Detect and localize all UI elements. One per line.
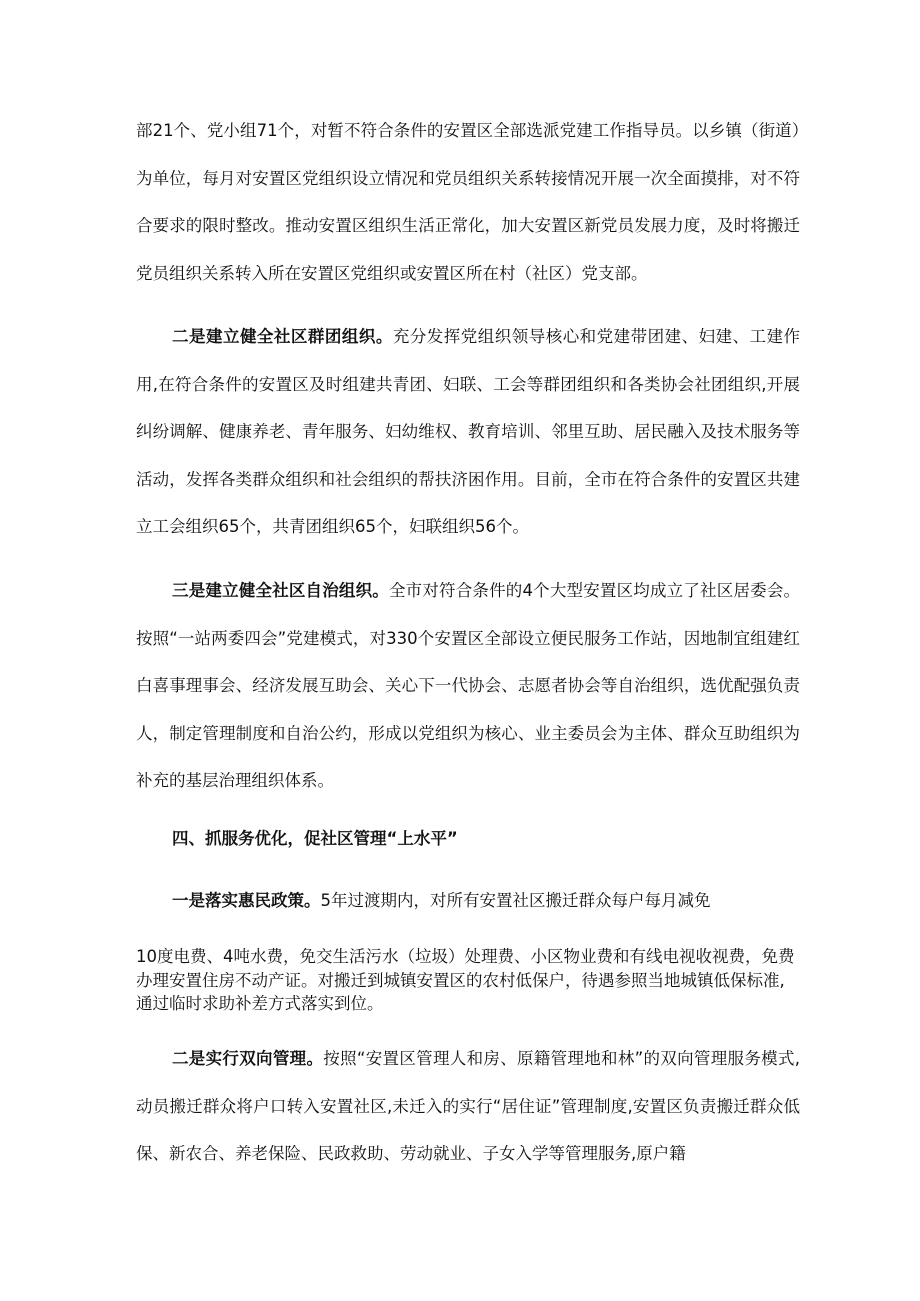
paragraph-text: 部21个、党小组71个，对暂不符合条件的安置区全部选派党建工作指导员。以乡镇（街道）为单位，每月对安置区党组织设立情况和党员组织关系转接情况开展一次全面摸排，对不符合要求的限时整改。推动安置区组织生活正常化，加大安置区新党员发展力度，及时将搬迁党员组织关系转入所在安置区党组织或安置区所在村（社区）党支部。 xyxy=(136,121,800,283)
paragraph-text: 5年过渡期内，对所有安置社区搬迁群众每户每月减免 xyxy=(320,891,711,910)
paragraph-lead: 一是落实惠民政策。 xyxy=(172,891,321,910)
paragraph-mass-organizations xyxy=(136,313,800,551)
paragraph-self-governance xyxy=(136,567,800,805)
paragraph-text: 全市对符合条件的4个大型安置区均成立了社区居委会。按照“一站两委四会”党建模式，对330个安置区全部设立便民服务工作站，因地制宜组建红白喜事理事会、经济发展互助会、关心下一代协会、志愿者协会等自治组织，选优配强负责人，制定管理制度和自治公约，形成以党组织为核心、业主委员会为主体、群众互助组织为补充的基层治理组织体系。 xyxy=(136,581,801,791)
paragraph-text: 按照“安置区管理人和房、原籍管理地和林”的双向管理服务模式,动员搬迁群众将户口转入安置社区,未迁入的实行“居住证”管理制度,安置区负责搬迁群众低保、新农合、养老保险、民政救助、劳动就业、子女入学等管理服务,原户籍 xyxy=(136,1049,801,1164)
heading-text: 四、抓服务优化，促社区管理“上水平” xyxy=(172,829,458,848)
paragraph-dual-management xyxy=(136,1035,800,1178)
paragraph-text: 充分发挥党组织领导核心和党建带团建、妇建、工建作用,在符合条件的安置区及时组建共青团、妇联、工会等群团组织和各类协会社团组织,开展纠纷调解、健康养老、青年服务、妇幼维权、教育培训、邻里互助、居民融入及技术服务等活动，发挥各类群众组织和社会组织的帮扶济困作用。目前，全市在符合条件的安置区共建立工会组织65个，共青团组织65个，妇联组织56个。 xyxy=(136,327,801,537)
paragraph-lead: 二是实行双向管理。 xyxy=(172,1049,324,1068)
paragraph-lead: 三是建立健全社区自治组织。 xyxy=(172,581,389,600)
paragraph-benefit-policies xyxy=(136,877,800,925)
section-heading xyxy=(136,815,800,863)
paragraph-lead: 二是建立健全社区群团组织。 xyxy=(172,327,393,346)
paragraph-text: 10度电费、4吨水费，免交生活污水（垃圾）处理费、小区物业费和有线电视收视费，免费办理安置住房不动产证。对搬迁到城镇安置区的农村低保户，待遇参照当地城镇低保标准,通过临时求助补差方式落实到位。 xyxy=(136,947,795,1013)
paragraph-party-branch xyxy=(136,107,800,297)
paragraph-fee-waivers xyxy=(136,945,800,1016)
